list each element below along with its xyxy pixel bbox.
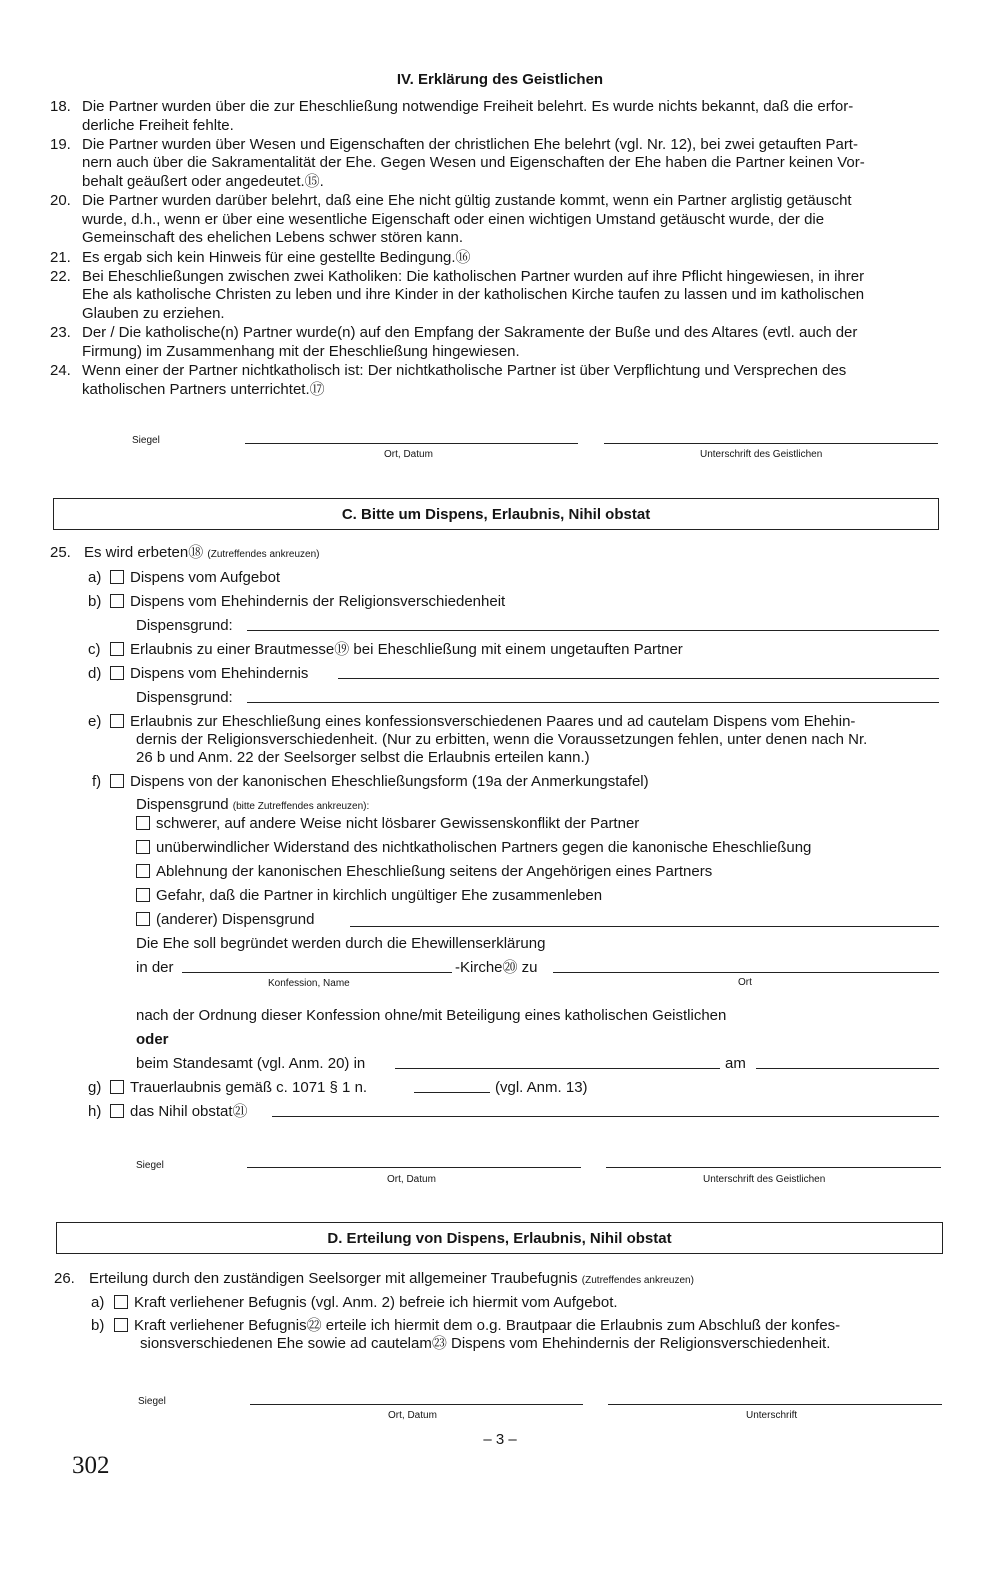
- opt-e-row: Erlaubnis zur Eheschließung eines konfessionsverschiedenen Paares und ad cautelam Dispens vom Ehehin-: [110, 712, 855, 731]
- f-option-row: [136, 886, 602, 905]
- anderer-dispensgrund-line[interactable]: [350, 926, 939, 927]
- item-22-line: Bei Eheschließungen zwischen zwei Katholiken: Die katholischen Partner wurden auf ihre Pflicht hingewiesen, in ihrer: [82, 267, 865, 285]
- item-24-number: 24.: [50, 362, 71, 379]
- item-22-number: 22.: [50, 267, 71, 285]
- standesamt-line[interactable]: [395, 1068, 720, 1069]
- checkbox-26b[interactable]: [114, 1318, 128, 1332]
- checkbox-f-option[interactable]: [136, 888, 150, 902]
- am-label: am: [725, 1055, 746, 1072]
- ort-datum-line-3[interactable]: [250, 1404, 583, 1405]
- opt-26a-row: Kraft verliehener Befugnis (vgl. Anm. 2) befreie ich hiermit vom Aufgebot.: [114, 1293, 618, 1312]
- f-option-label: schwerer, auf andere Weise nicht lösbarer Gewissenskonflikt der Partner: [156, 815, 640, 832]
- checkbox-e[interactable]: [110, 714, 124, 728]
- ort-datum-label-2: Ort, Datum: [387, 1174, 436, 1185]
- item-21-line: Es ergab sich kein Hinweis für eine gestellte Bedingung.⑯: [82, 248, 471, 266]
- opt-b-row: Dispens vom Ehehindernis der Religionsverschiedenheit: [110, 592, 505, 611]
- checkbox-a[interactable]: [110, 570, 124, 584]
- opt-e-line2: dernis der Religionsverschiedenheit. (Nur zu erbitten, wenn die Voraussetzungen fehlen, unter denen nach Nr.: [136, 731, 868, 748]
- item-24-line: katholischen Partners unterrichtet.⑰: [82, 380, 325, 398]
- item-22-line: Ehe als katholische Christen zu leben und ihre Kinder in der katholischen Kirche taufen zu lassen und im katholischen: [82, 286, 865, 304]
- page-number: – 3 –: [483, 1431, 517, 1448]
- dispensgrund-d-label: Dispensgrund:: [136, 689, 233, 706]
- opt-a-label: a): [88, 569, 102, 586]
- opt-26a-label: a): [91, 1294, 105, 1311]
- opt-26b-line2: sionsverschiedenen Ehe sowie ad cautelam㉓ Dispens vom Ehehindernis der Religionsverschiedenheit.: [140, 1335, 831, 1352]
- opt-e-label: e): [88, 713, 102, 730]
- checkbox-f-option[interactable]: [136, 864, 150, 878]
- opt-g-label: g): [88, 1079, 102, 1096]
- f-option-row: [136, 910, 314, 929]
- section-d-title: D. Erteilung von Dispens, Erlaubnis, Nihil obstat: [327, 1230, 672, 1247]
- ort-label: Ort: [738, 977, 752, 988]
- checkbox-d[interactable]: [110, 666, 124, 680]
- archive-number: 302: [72, 1452, 110, 1479]
- ort-datum-line-2[interactable]: [247, 1167, 581, 1168]
- q26-text: Erteilung durch den zuständigen Seelsorger mit allgemeiner Traubefugnis (Zutreffendes ankreuzen): [89, 1270, 694, 1287]
- q26-number: 26.: [54, 1270, 75, 1287]
- q25-number: 25.: [50, 544, 71, 561]
- section-c-header: [53, 498, 939, 530]
- am-line[interactable]: [756, 1068, 939, 1069]
- ort-datum-label-3: Ort, Datum: [388, 1410, 437, 1421]
- opt-26b-row: Kraft verliehener Befugnis㉒ erteile ich hiermit dem o.g. Brautpaar die Erlaubnis zum Abschluß der konfes-: [114, 1316, 840, 1335]
- item-20-number: 20.: [50, 192, 71, 210]
- item-19-line: nern auch über die Sakramentalität der Ehe. Gegen Wesen und Eigenschaften der Ehe haben die Partner keinen Vor-: [82, 154, 865, 172]
- dispensgrund-d-line[interactable]: [247, 702, 939, 703]
- f-option-row: [136, 814, 639, 833]
- item-22-line: Glauben zu erziehen.: [82, 305, 225, 322]
- opt-f-label: f): [92, 773, 102, 790]
- opt-c-label: c): [88, 641, 101, 658]
- opt-h-row: das Nihil obstat㉑: [110, 1102, 248, 1121]
- ort-line[interactable]: [553, 972, 939, 973]
- item-19-line: Die Partner wurden über Wesen und Eigenschaften der christlichen Ehe belehrt (vgl. Nr. 12), bei zwei getauften Part-: [82, 135, 858, 153]
- konfession-line[interactable]: [182, 972, 452, 973]
- opt-a-row: Dispens vom Aufgebot: [110, 568, 280, 587]
- section-iv-title: IV. Erklärung des Geistlichen: [396, 71, 604, 88]
- opt-b-label: b): [88, 593, 102, 610]
- in-der-label: in der: [136, 959, 174, 976]
- opt-26b-label: b): [91, 1317, 105, 1334]
- signature-line-2[interactable]: [606, 1167, 941, 1168]
- item-21-number: 21.: [50, 248, 71, 266]
- item-20-line: wurde, d.h., wenn er über eine wesentliche Eigenschaft oder einen wichtigen Umstand getäuscht wurde, der die: [82, 210, 825, 228]
- opt-g-row: Trauerlaubnis gemäß c. 1071 § 1 n.: [110, 1078, 367, 1097]
- item-18-number: 18.: [50, 98, 71, 115]
- siegel-label-2: Siegel: [136, 1160, 164, 1171]
- g-note: (vgl. Anm. 13): [495, 1079, 588, 1096]
- ort-datum-label-1: Ort, Datum: [384, 449, 433, 460]
- f-option-label: Ablehnung der kanonischen Eheschließung seitens der Angehörigen eines Partners: [156, 863, 713, 880]
- f-dispensgrund: Dispensgrund (bitte Zutreffendes ankreuzen):: [136, 796, 370, 813]
- oder-text: oder: [136, 1031, 169, 1048]
- dispensgrund-b-label: Dispensgrund:: [136, 617, 233, 634]
- section-d-header: [56, 1222, 943, 1254]
- section-c-title: C. Bitte um Dispens, Erlaubnis, Nihil obstat: [341, 506, 651, 523]
- standesamt-text: beim Standesamt (vgl. Anm. 20) in: [136, 1055, 366, 1072]
- checkbox-h[interactable]: [110, 1104, 124, 1118]
- item-20-line: Die Partner wurden darüber belehrt, daß eine Ehe nicht gültig zustande kommt, wenn ein Partner arglistig getäuscht: [82, 192, 852, 210]
- checkbox-f-option[interactable]: [136, 912, 150, 926]
- opt-d-label: d): [88, 665, 102, 682]
- ordnung-text: nach der Ordnung dieser Konfession ohne/mit Beteiligung eines katholischen Geistlichen: [136, 1007, 727, 1024]
- opt-d-row: Dispens vom Ehehindernis: [110, 664, 308, 683]
- opt-f-row: Dispens von der kanonischen Eheschließungsform (19a der Anmerkungstafel): [110, 772, 649, 791]
- opt-c-row: Erlaubnis zu einer Brautmesse⑲ bei Eheschließung mit einem ungetauften Partner: [110, 640, 683, 659]
- nihil-obstat-line[interactable]: [272, 1116, 939, 1117]
- f-option-row: [136, 838, 811, 857]
- f-option-label: Gefahr, daß die Partner in kirchlich ungültiger Ehe zusammenleben: [156, 887, 603, 904]
- checkbox-f[interactable]: [110, 774, 124, 788]
- checkbox-f-option[interactable]: [136, 840, 150, 854]
- ehehindernis-line[interactable]: [338, 678, 939, 679]
- item-18-line: Die Partner wurden über die zur Eheschließung notwendige Freiheit belehrt. Es wurde nichts bekannt, daß die erfor-: [82, 98, 854, 115]
- signature-label-1: Unterschrift des Geistlichen: [700, 449, 823, 460]
- signature-label-3: Unterschrift: [746, 1410, 798, 1421]
- siegel-label-3: Siegel: [138, 1396, 166, 1407]
- f-option-row: [136, 862, 712, 881]
- checkbox-b[interactable]: [110, 594, 124, 608]
- kirche-label: -Kirche⑳ zu: [455, 959, 538, 976]
- q25-text: Es wird erbeten⑱ (Zutreffendes ankreuzen): [84, 544, 320, 561]
- f-option-label: (anderer) Dispensgrund: [156, 911, 315, 928]
- ort-datum-line-1[interactable]: [245, 443, 578, 444]
- konfession-name-label: Konfession, Name: [268, 978, 350, 989]
- item-23-number: 23.: [50, 324, 71, 342]
- checkbox-g[interactable]: [110, 1080, 124, 1094]
- siegel-label-1: Siegel: [132, 435, 160, 446]
- item-18-line: derliche Freiheit fehlte.: [82, 116, 234, 134]
- item-24-line: Wenn einer der Partner nichtkatholisch ist: Der nichtkatholische Partner ist über Verpflichtung und Versprechen des: [82, 362, 847, 379]
- item-20-line: Gemeinschaft des ehelichen Lebens schwer stören kann.: [82, 229, 464, 247]
- opt-e-line3: 26 b und Anm. 22 der Seelsorger selbst die Erlaubnis erteilen kann.): [136, 749, 590, 766]
- opt-h-label: h): [88, 1103, 102, 1120]
- dispensgrund-b-line[interactable]: [247, 630, 939, 631]
- checkbox-26a[interactable]: [114, 1295, 128, 1309]
- checkbox-f-option[interactable]: [136, 816, 150, 830]
- checkbox-c[interactable]: [110, 642, 124, 656]
- trauerlaubnis-line[interactable]: [414, 1092, 490, 1093]
- item-23-line: Firmung) im Zusammenhang mit der Eheschließung hingewiesen.: [82, 342, 520, 360]
- item-19-line: behalt geäußert oder angedeutet.⑮.: [82, 173, 324, 190]
- signature-label-2: Unterschrift des Geistlichen: [703, 1174, 826, 1185]
- item-19-number: 19.: [50, 135, 71, 153]
- signature-line-1[interactable]: [604, 443, 938, 444]
- f-option-label: unüberwindlicher Widerstand des nichtkatholischen Partners gegen die kanonische Eheschließung: [156, 839, 812, 856]
- item-23-line: Der / Die katholische(n) Partner wurde(n) auf den Empfang der Sakramente der Buße und des Altares (evtl. auch der: [82, 324, 858, 342]
- ehe-line-text: Die Ehe soll begründet werden durch die Ehewillenserklärung: [136, 935, 546, 952]
- signature-line-3[interactable]: [608, 1404, 942, 1405]
